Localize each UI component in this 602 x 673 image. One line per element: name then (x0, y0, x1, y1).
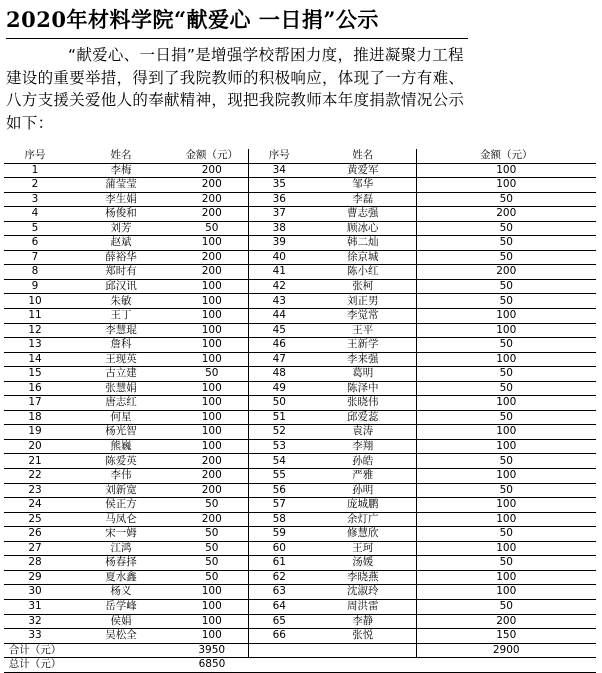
table-row (4, 527, 596, 542)
row-no-left: 11 (4, 309, 66, 324)
donor-amount-right: 50 (416, 192, 596, 207)
donor-amount-right: 150 (416, 629, 596, 644)
table-row (4, 192, 596, 207)
table-row (4, 410, 596, 425)
row-no-right: 65 (248, 614, 310, 629)
row-no-right: 57 (248, 498, 310, 513)
donor-amount-right: 100 (416, 178, 596, 193)
donor-name-left: 侯娟 (66, 614, 176, 629)
donor-name-right: 陈泽中 (310, 381, 416, 396)
subtotal-left-value: 3950 (176, 643, 248, 658)
donor-name-right: 韩二灿 (310, 236, 416, 251)
donor-name-left: 杨春择 (66, 556, 176, 571)
row-no-left: 14 (4, 352, 66, 367)
row-no-right: 60 (248, 541, 310, 556)
table-row (4, 469, 596, 484)
donor-name-right: 邱爱蕊 (310, 410, 416, 425)
table-row (4, 512, 596, 527)
row-no-right: 56 (248, 483, 310, 498)
donor-amount-right: 50 (416, 250, 596, 265)
title-divider (6, 38, 468, 39)
donor-amount-right: 100 (416, 439, 596, 454)
row-no-right: 44 (248, 309, 310, 324)
donor-amount-right: 50 (416, 221, 596, 236)
donor-name-left: 侯正方 (66, 498, 176, 513)
row-no-right: 62 (248, 570, 310, 585)
donor-name-left: 杨义 (66, 585, 176, 600)
table-row (4, 265, 596, 280)
donor-name-left: 吴松全 (66, 629, 176, 644)
donor-amount-left: 200 (176, 178, 248, 193)
donor-amount-right: 100 (416, 309, 596, 324)
donor-name-right: 孙皓 (310, 454, 416, 469)
donor-name-left: 蒲莹莹 (66, 178, 176, 193)
donor-name-left: 李慧琨 (66, 323, 176, 338)
table-row (4, 629, 596, 644)
donor-name-right: 李来强 (310, 352, 416, 367)
donor-amount-left: 100 (176, 323, 248, 338)
table-row (4, 178, 596, 193)
donor-name-right: 庞城鹏 (310, 498, 416, 513)
table-row (4, 352, 596, 367)
donor-amount-left: 200 (176, 250, 248, 265)
donor-amount-left: 100 (176, 410, 248, 425)
table-row (4, 498, 596, 513)
donor-amount-left: 100 (176, 279, 248, 294)
row-no-left: 10 (4, 294, 66, 309)
total-row (4, 658, 596, 673)
donor-amount-left: 100 (176, 294, 248, 309)
donor-amount-left: 200 (176, 163, 248, 178)
donor-amount-right: 50 (416, 527, 596, 542)
table-row (4, 309, 596, 324)
table-row (4, 236, 596, 251)
table-row (4, 454, 596, 469)
row-no-right: 52 (248, 425, 310, 440)
row-no-right: 53 (248, 439, 310, 454)
table-row (4, 221, 596, 236)
donor-amount-left: 200 (176, 483, 248, 498)
row-no-left: 26 (4, 527, 66, 542)
row-no-right: 46 (248, 338, 310, 353)
donor-name-right: 袁涛 (310, 425, 416, 440)
donor-name-right: 王平 (310, 323, 416, 338)
header-amount-left: 金额（元） (176, 149, 248, 163)
table-row (4, 556, 596, 571)
donor-name-right: 葛明 (310, 367, 416, 382)
donor-amount-right: 50 (416, 279, 596, 294)
donor-name-left: 古立建 (66, 367, 176, 382)
row-no-left: 27 (4, 541, 66, 556)
donor-amount-right: 200 (416, 207, 596, 222)
donor-name-right: 周洪雷 (310, 599, 416, 614)
donor-amount-right: 200 (416, 614, 596, 629)
donor-amount-left: 100 (176, 585, 248, 600)
donor-name-left: 岳学峰 (66, 599, 176, 614)
donor-amount-right: 50 (416, 556, 596, 571)
row-no-right: 63 (248, 585, 310, 600)
donor-amount-right: 50 (416, 410, 596, 425)
donor-amount-left: 200 (176, 469, 248, 484)
table-row (4, 570, 596, 585)
donor-amount-left: 50 (176, 221, 248, 236)
donor-amount-right: 100 (416, 498, 596, 513)
row-no-right: 45 (248, 323, 310, 338)
donor-name-right: 邹华 (310, 178, 416, 193)
row-no-left: 24 (4, 498, 66, 513)
row-no-right: 50 (248, 396, 310, 411)
donor-amount-right: 50 (416, 483, 596, 498)
donor-name-left: 杨光智 (66, 425, 176, 440)
donor-amount-left: 100 (176, 614, 248, 629)
donor-name-right: 张悦 (310, 629, 416, 644)
row-no-right: 43 (248, 294, 310, 309)
subtotal-label: 合计（元） (4, 643, 66, 658)
donor-amount-right: 100 (416, 570, 596, 585)
row-no-left: 15 (4, 367, 66, 382)
donor-amount-right: 50 (416, 599, 596, 614)
donor-amount-right: 100 (416, 541, 596, 556)
donor-amount-left: 50 (176, 527, 248, 542)
row-no-left: 31 (4, 599, 66, 614)
row-no-right: 49 (248, 381, 310, 396)
table-row (4, 585, 596, 600)
table-header-row (4, 149, 596, 163)
row-no-right: 35 (248, 178, 310, 193)
donor-amount-left: 200 (176, 512, 248, 527)
row-no-left: 21 (4, 454, 66, 469)
donor-amount-right: 50 (416, 294, 596, 309)
donor-amount-left: 50 (176, 570, 248, 585)
donor-name-left: 宋一姆 (66, 527, 176, 542)
row-no-right: 48 (248, 367, 310, 382)
donor-amount-right: 100 (416, 512, 596, 527)
donor-name-left: 李生娟 (66, 192, 176, 207)
header-no-left: 序号 (4, 149, 66, 163)
row-no-right: 41 (248, 265, 310, 280)
donor-name-left: 朱敏 (66, 294, 176, 309)
donor-amount-right: 100 (416, 323, 596, 338)
row-no-right: 64 (248, 599, 310, 614)
row-no-left: 32 (4, 614, 66, 629)
donor-name-left: 李伟 (66, 469, 176, 484)
donor-name-right: 黄爱军 (310, 163, 416, 178)
donor-amount-left: 200 (176, 454, 248, 469)
donor-name-right: 李觉常 (310, 309, 416, 324)
row-no-left: 18 (4, 410, 66, 425)
donor-amount-left: 50 (176, 367, 248, 382)
donor-name-right: 李磊 (310, 192, 416, 207)
table-row (4, 250, 596, 265)
donation-table (4, 149, 596, 673)
donor-name-left: 陈爱英 (66, 454, 176, 469)
donor-name-right: 修慧欣 (310, 527, 416, 542)
table-row (4, 279, 596, 294)
row-no-right: 59 (248, 527, 310, 542)
donor-amount-right: 100 (416, 469, 596, 484)
intro-paragraph: “献爱心、一日捐”是增强学校帮困力度，推进凝聚力工程建设的重要举措，得到了我院教师的积极响应，体现了一方有难、八方支援关爱他人的奉献精神，现把我院教师本年度捐款情况公示如下： (6, 46, 465, 132)
donor-name-left: 李梅 (66, 163, 176, 178)
row-no-left: 17 (4, 396, 66, 411)
row-no-left: 2 (4, 178, 66, 193)
row-no-right: 36 (248, 192, 310, 207)
donor-name-left: 刘芳 (66, 221, 176, 236)
donor-name-right: 孙明 (310, 483, 416, 498)
donor-amount-left: 200 (176, 207, 248, 222)
page-title: 2020年材料学院“献爱心 一日捐”公示 (6, 7, 379, 32)
donor-name-right: 李翔 (310, 439, 416, 454)
donor-name-left: 薛裕华 (66, 250, 176, 265)
donor-amount-right: 50 (416, 236, 596, 251)
donor-amount-right: 50 (416, 338, 596, 353)
row-no-right: 37 (248, 207, 310, 222)
donor-amount-left: 100 (176, 381, 248, 396)
header-name-left: 姓名 (66, 149, 176, 163)
donor-amount-right: 100 (416, 396, 596, 411)
donor-name-right: 李静 (310, 614, 416, 629)
row-no-right: 54 (248, 454, 310, 469)
table-row (4, 425, 596, 440)
row-no-left: 22 (4, 469, 66, 484)
row-no-left: 7 (4, 250, 66, 265)
donor-amount-left: 100 (176, 236, 248, 251)
donor-name-right: 陈小红 (310, 265, 416, 280)
row-no-left: 6 (4, 236, 66, 251)
row-no-left: 30 (4, 585, 66, 600)
row-no-left: 1 (4, 163, 66, 178)
donor-amount-left: 100 (176, 629, 248, 644)
donor-name-right: 李晓燕 (310, 570, 416, 585)
donor-amount-right: 100 (416, 585, 596, 600)
row-no-right: 66 (248, 629, 310, 644)
row-no-left: 9 (4, 279, 66, 294)
table-row (4, 599, 596, 614)
donor-amount-right: 100 (416, 163, 596, 178)
donor-name-right: 严雅 (310, 469, 416, 484)
subtotal-right-value: 2900 (416, 643, 596, 658)
row-no-left: 19 (4, 425, 66, 440)
donor-name-right: 王珂 (310, 541, 416, 556)
row-no-right: 40 (248, 250, 310, 265)
header-name-right: 姓名 (310, 149, 416, 163)
donor-name-left: 王丁 (66, 309, 176, 324)
row-no-left: 5 (4, 221, 66, 236)
donor-amount-right: 100 (416, 425, 596, 440)
table-row (4, 323, 596, 338)
table-row (4, 396, 596, 411)
donor-name-left: 夏水鑫 (66, 570, 176, 585)
table-row (4, 163, 596, 178)
table-row (4, 381, 596, 396)
donor-name-left: 邱汉讯 (66, 279, 176, 294)
donor-name-right: 汤媛 (310, 556, 416, 571)
row-no-left: 12 (4, 323, 66, 338)
donor-name-right: 顾冰心 (310, 221, 416, 236)
header-amount-right: 金额（元） (416, 149, 596, 163)
row-no-right: 39 (248, 236, 310, 251)
row-no-left: 16 (4, 381, 66, 396)
donor-name-right: 王新学 (310, 338, 416, 353)
table-row (4, 614, 596, 629)
donor-name-right: 张柯 (310, 279, 416, 294)
donor-name-left: 郑时有 (66, 265, 176, 280)
row-no-left: 28 (4, 556, 66, 571)
donor-name-left: 刘新宽 (66, 483, 176, 498)
total-label: 总计（元） (4, 658, 66, 673)
donor-amount-left: 100 (176, 425, 248, 440)
donor-amount-left: 100 (176, 439, 248, 454)
table-row (4, 439, 596, 454)
row-no-right: 42 (248, 279, 310, 294)
donor-name-left: 唐志红 (66, 396, 176, 411)
donor-amount-left: 100 (176, 309, 248, 324)
donor-name-left: 江鸿 (66, 541, 176, 556)
row-no-right: 58 (248, 512, 310, 527)
table-row (4, 541, 596, 556)
table-row (4, 338, 596, 353)
donor-amount-left: 100 (176, 396, 248, 411)
subtotal-row (4, 643, 596, 658)
row-no-right: 51 (248, 410, 310, 425)
donor-name-right: 刘正男 (310, 294, 416, 309)
donor-amount-left: 100 (176, 599, 248, 614)
header-no-right: 序号 (248, 149, 310, 163)
donor-amount-left: 50 (176, 541, 248, 556)
row-no-left: 20 (4, 439, 66, 454)
donor-amount-right: 100 (416, 352, 596, 367)
donor-amount-right: 50 (416, 381, 596, 396)
donor-amount-left: 200 (176, 192, 248, 207)
donor-amount-left: 50 (176, 556, 248, 571)
row-no-left: 3 (4, 192, 66, 207)
donor-amount-left: 100 (176, 338, 248, 353)
donor-name-right: 徐京城 (310, 250, 416, 265)
row-no-left: 33 (4, 629, 66, 644)
table-row (4, 367, 596, 382)
donor-name-left: 张慧娟 (66, 381, 176, 396)
table-row (4, 483, 596, 498)
donor-amount-left: 50 (176, 498, 248, 513)
row-no-left: 4 (4, 207, 66, 222)
table-row (4, 207, 596, 222)
table-row (4, 294, 596, 309)
total-value: 6850 (176, 658, 248, 673)
donor-name-left: 王现英 (66, 352, 176, 367)
donor-name-right: 沈淑玲 (310, 585, 416, 600)
donor-name-left: 马凤仑 (66, 512, 176, 527)
donor-amount-left: 100 (176, 352, 248, 367)
donor-amount-right: 50 (416, 367, 596, 382)
donor-amount-right: 200 (416, 265, 596, 280)
donor-name-left: 赵斌 (66, 236, 176, 251)
donor-amount-right: 50 (416, 454, 596, 469)
row-no-left: 13 (4, 338, 66, 353)
row-no-right: 34 (248, 163, 310, 178)
donor-name-right: 张晓伟 (310, 396, 416, 411)
row-no-left: 8 (4, 265, 66, 280)
donor-name-left: 杨俊和 (66, 207, 176, 222)
row-no-right: 38 (248, 221, 310, 236)
row-no-left: 23 (4, 483, 66, 498)
row-no-left: 29 (4, 570, 66, 585)
row-no-right: 55 (248, 469, 310, 484)
donor-name-right: 余灯广 (310, 512, 416, 527)
row-no-right: 47 (248, 352, 310, 367)
donor-name-left: 詹科 (66, 338, 176, 353)
row-no-right: 61 (248, 556, 310, 571)
donor-name-left: 熊巍 (66, 439, 176, 454)
donor-name-right: 曹志强 (310, 207, 416, 222)
donor-name-left: 何星 (66, 410, 176, 425)
row-no-left: 25 (4, 512, 66, 527)
donor-amount-left: 200 (176, 265, 248, 280)
